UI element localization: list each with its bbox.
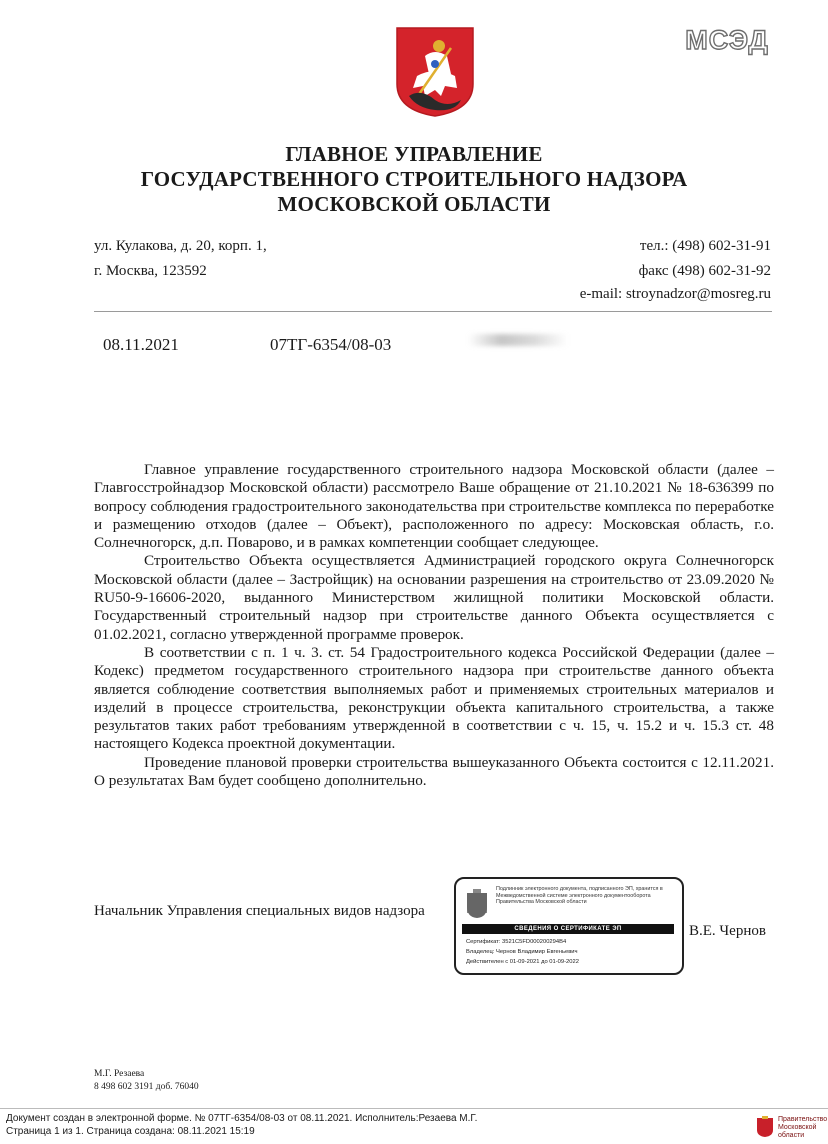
footer-page-info: Страница 1 из 1. Страница создана: 08.11.2021 15:19 bbox=[6, 1126, 255, 1137]
executor-phone: 8 498 602 3191 доб. 76040 bbox=[94, 1082, 199, 1092]
letter-number: 07ТГ-6354/08-03 bbox=[270, 335, 392, 354]
body-paragraph: Главное управление государственного строительного надзора Московской области (далее – Главгосстройнадзор Московской области) рассмотрело Ваше обращение от 21.10.2021 № 18-636399 по вопросу соблюдения градостроительного законодательства при строительстве комплекса по переработке и размещению отходов (далее – Объект), расположенного по адресу: Московская область, г.о. Солнечногорск, д.п. Поварово, и в рамках компетенции сообщает следующее. bbox=[94, 461, 774, 552]
email-address: e-mail: stroynadzor@mosreg.ru bbox=[579, 286, 771, 302]
region-emblem-icon bbox=[464, 889, 490, 919]
address-line-2: г. Москва, 123592 bbox=[94, 263, 207, 279]
signer-name: В.Е. Чернов bbox=[689, 923, 766, 939]
msed-stamp: МСЭД bbox=[685, 25, 769, 55]
header-divider bbox=[94, 311, 772, 312]
org-name-line-3: МОСКОВСКОЙ ОБЛАСТИ bbox=[277, 192, 551, 216]
body-paragraph: В соответствии с п. 1 ч. 3. ст. 54 Градостроительного кодекса Российской Федерации (далее – Кодекс) предметом государственного строительного надзора при строительстве данного объекта является соблюдение соответствия выполняемых работ и применяемых строительных материалов и изделий в процессе строительства, реконструкции объекта капитального строительства, а также результатов таких работ требованиям утвержденной в соответствии с ч. 15, ч. 15.2 и ч. 15.3 ст. 48 настоящего Кодекса проектной документации. bbox=[94, 643, 774, 753]
coat-of-arms-emblem bbox=[395, 26, 475, 118]
redacted-recipient bbox=[468, 334, 568, 346]
phone-number: тел.: (498) 602-31-91 bbox=[639, 238, 771, 254]
org-name-line-1: ГЛАВНОЕ УПРАВЛЕНИЕ bbox=[285, 142, 543, 166]
footer-document-info: Документ создан в электронной форме. № 07ТГ-6354/08-03 от 08.11.2021. Исполнитель:Резаева М.Г. bbox=[6, 1113, 478, 1124]
address-line-1: ул. Кулакова, д. 20, корп. 1, bbox=[94, 238, 267, 254]
esign-owner: Владелец: Чернов Владимир Евгеньевич bbox=[466, 949, 578, 955]
body-paragraph: Проведение плановой проверки строительства вышеуказанного Объекта состоится с 12.11.2021. О результатах Вам будет сообщено дополнительно. bbox=[94, 753, 774, 790]
body-paragraph: Строительство Объекта осуществляется Администрацией городского округа Солнечногорск Московской области (далее – Застройщик) на основании разрешения на строительство от 23.09.2020 № RU50-9-16606-2020, выданного Министерством жилищной политики Московской области. Государственный строительный надзор при строительстве данного Объекта осуществляется с 01.02.2021, согласно утвержденной программе проверок. bbox=[94, 552, 774, 643]
org-name-line-2: ГОСУДАРСТВЕННОГО СТРОИТЕЛЬНОГО НАДЗОРА bbox=[140, 167, 688, 191]
esign-validity: Действителен с 01-09-2021 до 01-09-2022 bbox=[466, 959, 579, 965]
footer-divider bbox=[0, 1108, 828, 1109]
government-emblem-icon bbox=[756, 1116, 774, 1138]
letter-date: 08.11.2021 bbox=[103, 335, 179, 354]
signer-title: Начальник Управления специальных видов надзора bbox=[94, 903, 425, 919]
executor-name: М.Г. Резаева bbox=[94, 1069, 145, 1079]
esign-cert-header: СВЕДЕНИЯ О СЕРТИФИКАТЕ ЭП bbox=[462, 924, 674, 934]
esign-certificate: Сертификат: 3521C5FD000200294B4 bbox=[466, 939, 567, 945]
government-label: Правительство Московской области bbox=[778, 1116, 828, 1139]
fax-number: факс (498) 602-31-92 bbox=[638, 263, 771, 279]
letter-body bbox=[94, 461, 774, 790]
esign-notice: Подлинник электронного документа, подписанного ЭП, хранится в Межведомственной системе электронного документооборота Правительства Московской области bbox=[496, 886, 663, 906]
electronic-signature-stamp bbox=[454, 877, 684, 975]
